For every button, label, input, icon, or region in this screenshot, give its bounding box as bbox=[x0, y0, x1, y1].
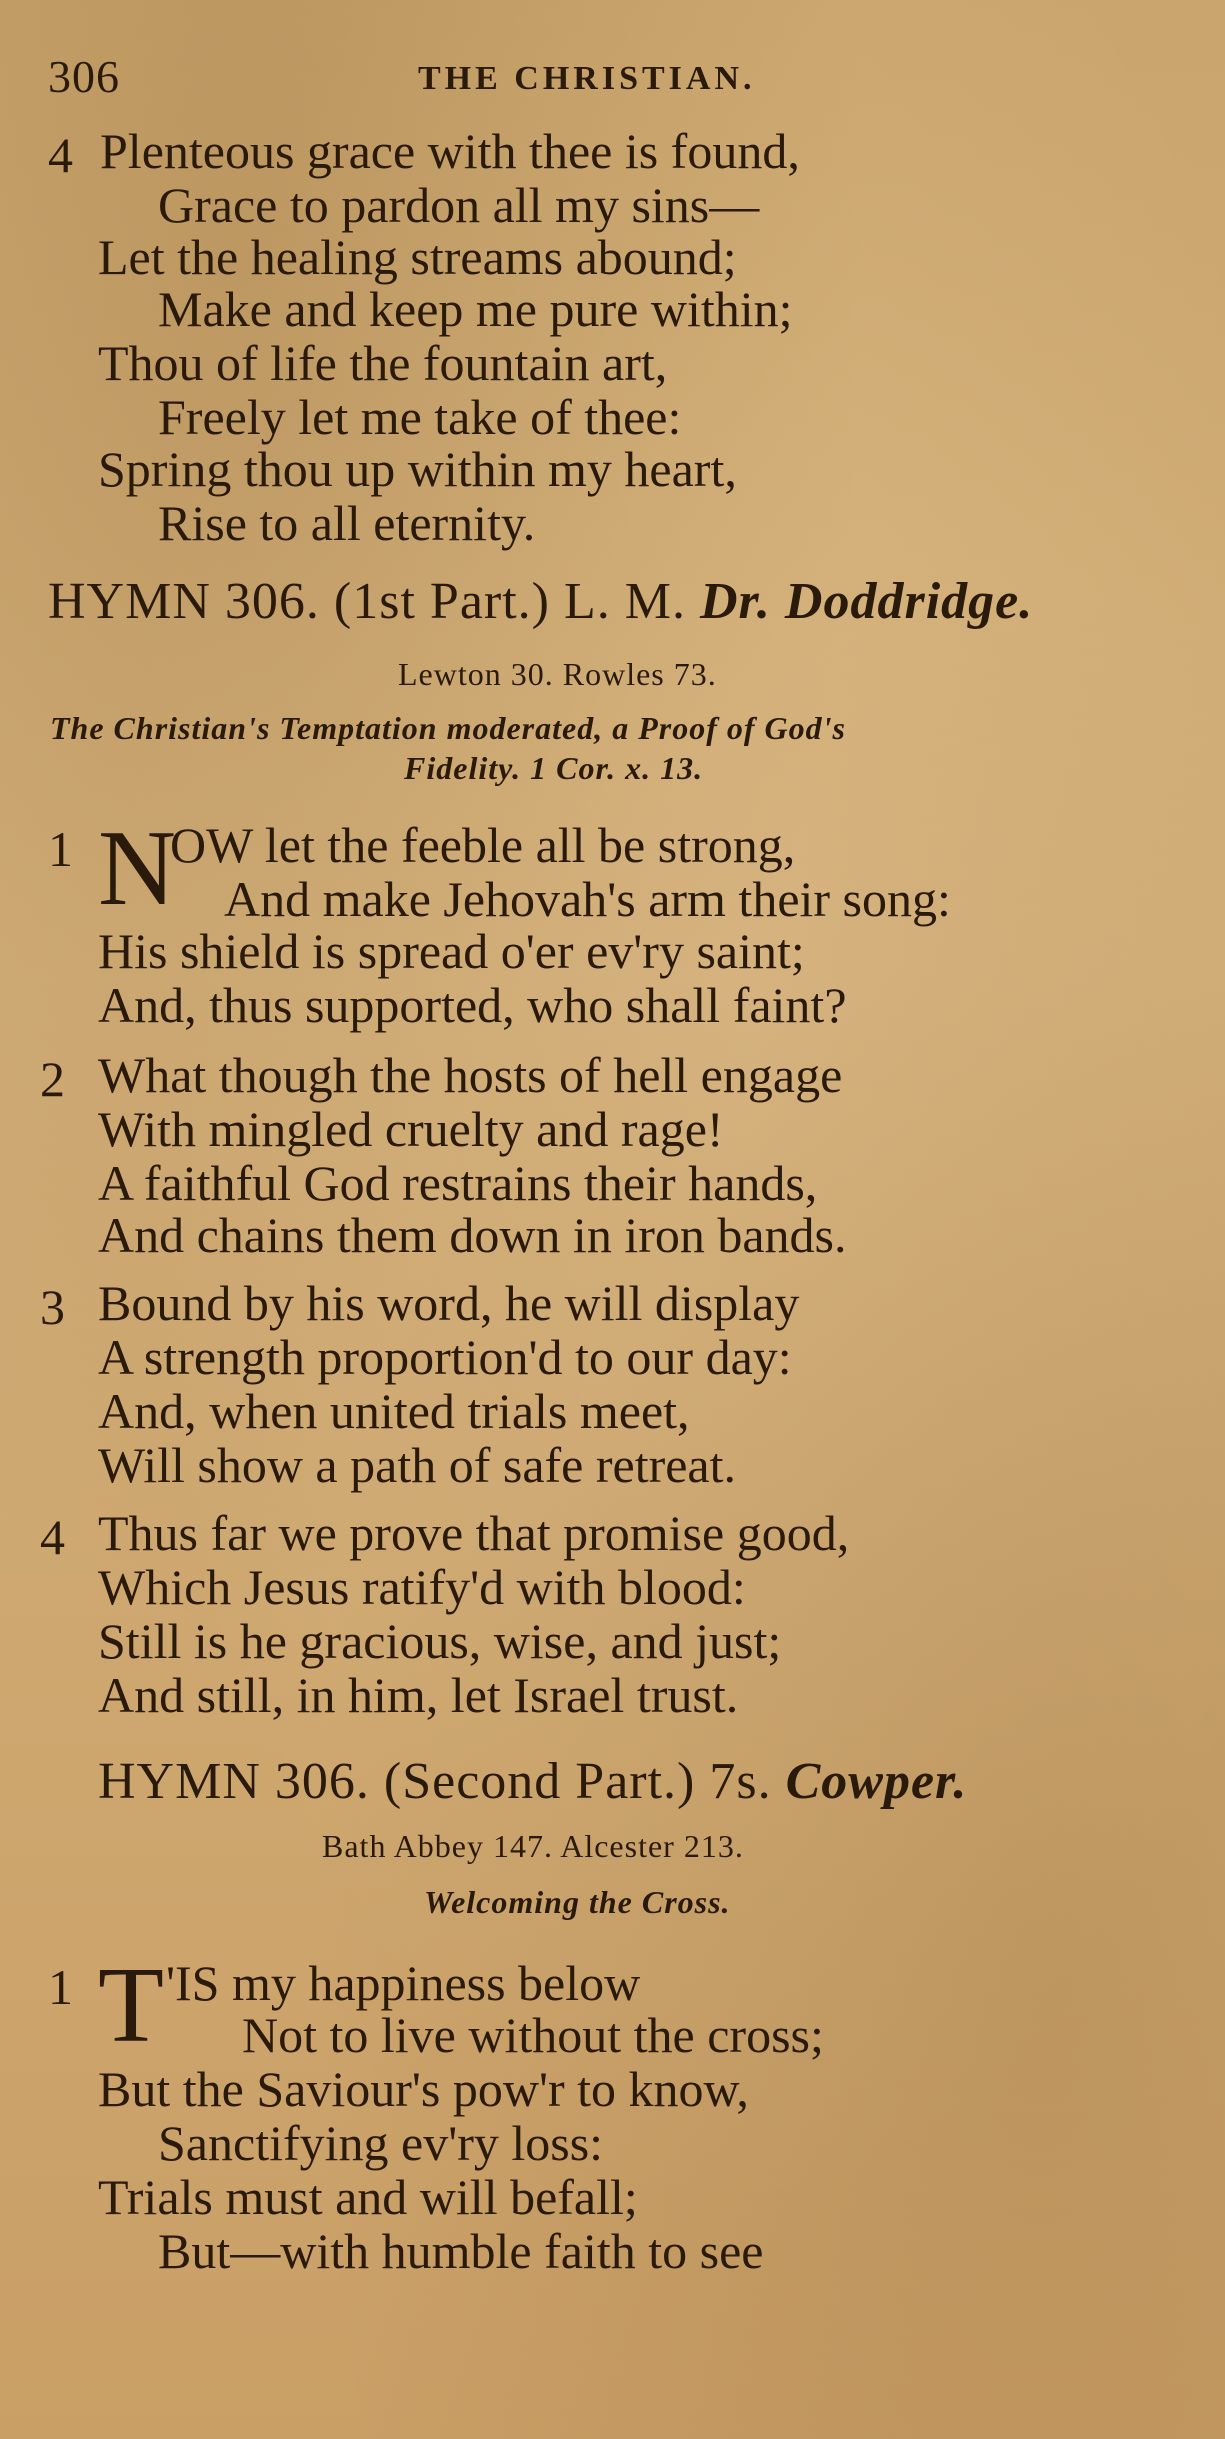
verse-line: Let the healing streams abound; bbox=[98, 229, 737, 285]
verse-line: A faithful God restrains their hands, bbox=[98, 1155, 818, 1211]
verse-line: OW let the feeble all be strong, bbox=[170, 817, 796, 873]
hymn-author: Dr. Doddridge. bbox=[699, 573, 1034, 630]
verse-line: But—with humble faith to see bbox=[158, 2223, 764, 2279]
verse-number: 2 bbox=[40, 1051, 65, 1107]
verse-line: And, thus supported, who shall faint? bbox=[98, 977, 847, 1033]
verse-line: Bound by his word, he will display bbox=[98, 1275, 800, 1331]
hymn-tunes: Bath Abbey 147. Alcester 213. bbox=[322, 1828, 744, 1864]
hymn-tunes: Lewton 30. Rowles 73. bbox=[398, 656, 717, 692]
verse-line: Not to live without the cross; bbox=[242, 2007, 824, 2063]
verse-number: 4 bbox=[48, 127, 73, 183]
verse-line: Rise to all eternity. bbox=[158, 495, 536, 551]
verse-line: Thus far we prove that promise good, bbox=[98, 1505, 850, 1561]
running-head: THE CHRISTIAN. bbox=[418, 60, 756, 97]
verse-line: Grace to pardon all my sins— bbox=[158, 177, 760, 233]
verse-line: With mingled cruelty and rage! bbox=[98, 1101, 724, 1157]
hymn-subject: The Christian's Temptation moderated, a Proof of God's bbox=[50, 710, 846, 746]
verse-line: His shield is spread o'er ev'ry saint; bbox=[98, 923, 805, 979]
hymn-title bbox=[48, 572, 1033, 631]
verse-line: Make and keep me pure within; bbox=[158, 281, 793, 337]
verse-line: What though the hosts of hell engage bbox=[98, 1047, 843, 1103]
verse-line: Will show a path of safe retreat. bbox=[98, 1437, 737, 1493]
hymn-title-text: HYMN 306. (Second Part.) 7s. bbox=[98, 1753, 772, 1810]
verse-line: Still is he gracious, wise, and just; bbox=[98, 1613, 782, 1669]
verse-number: 4 bbox=[40, 1509, 65, 1565]
verse-number: 1 bbox=[48, 821, 73, 877]
verse-line: Thou of life the fountain art, bbox=[98, 335, 668, 391]
hymn-title bbox=[98, 1752, 967, 1811]
verse-line: Sanctifying ev'ry loss: bbox=[158, 2115, 604, 2171]
verse-line: But the Saviour's pow'r to know, bbox=[98, 2061, 749, 2117]
verse-line: Spring thou up within my heart, bbox=[98, 441, 737, 497]
verse-line: And make Jehovah's arm their song: bbox=[224, 871, 951, 927]
verse-line: 'IS my happiness below bbox=[166, 1955, 641, 2011]
verse-number: 1 bbox=[48, 1959, 73, 2015]
verse-line: Trials must and will befall; bbox=[98, 2169, 638, 2225]
verse-line: Plenteous grace with thee is found, bbox=[100, 123, 800, 179]
verse-line: Freely let me take of thee: bbox=[158, 389, 682, 445]
verse-line: A strength proportion'd to our day: bbox=[98, 1329, 792, 1385]
verse-number: 3 bbox=[40, 1279, 65, 1335]
drop-cap: T bbox=[98, 1946, 164, 2065]
hymn-subject: Fidelity. 1 Cor. x. 13. bbox=[404, 750, 704, 786]
drop-cap: N bbox=[98, 809, 176, 928]
hymn-author: Cowper. bbox=[785, 1753, 968, 1810]
verse-line: And, when united trials meet, bbox=[98, 1383, 690, 1439]
verse-line: Which Jesus ratify'd with blood: bbox=[98, 1559, 746, 1615]
verse-line: And still, in him, let Israel trust. bbox=[98, 1667, 739, 1723]
hymn-subject: Welcoming the Cross. bbox=[424, 1884, 731, 1920]
hymn-title-text: HYMN 306. (1st Part.) L. M. bbox=[48, 573, 686, 630]
verse-line: And chains them down in iron bands. bbox=[98, 1207, 847, 1263]
page-number: 306 bbox=[48, 51, 120, 102]
